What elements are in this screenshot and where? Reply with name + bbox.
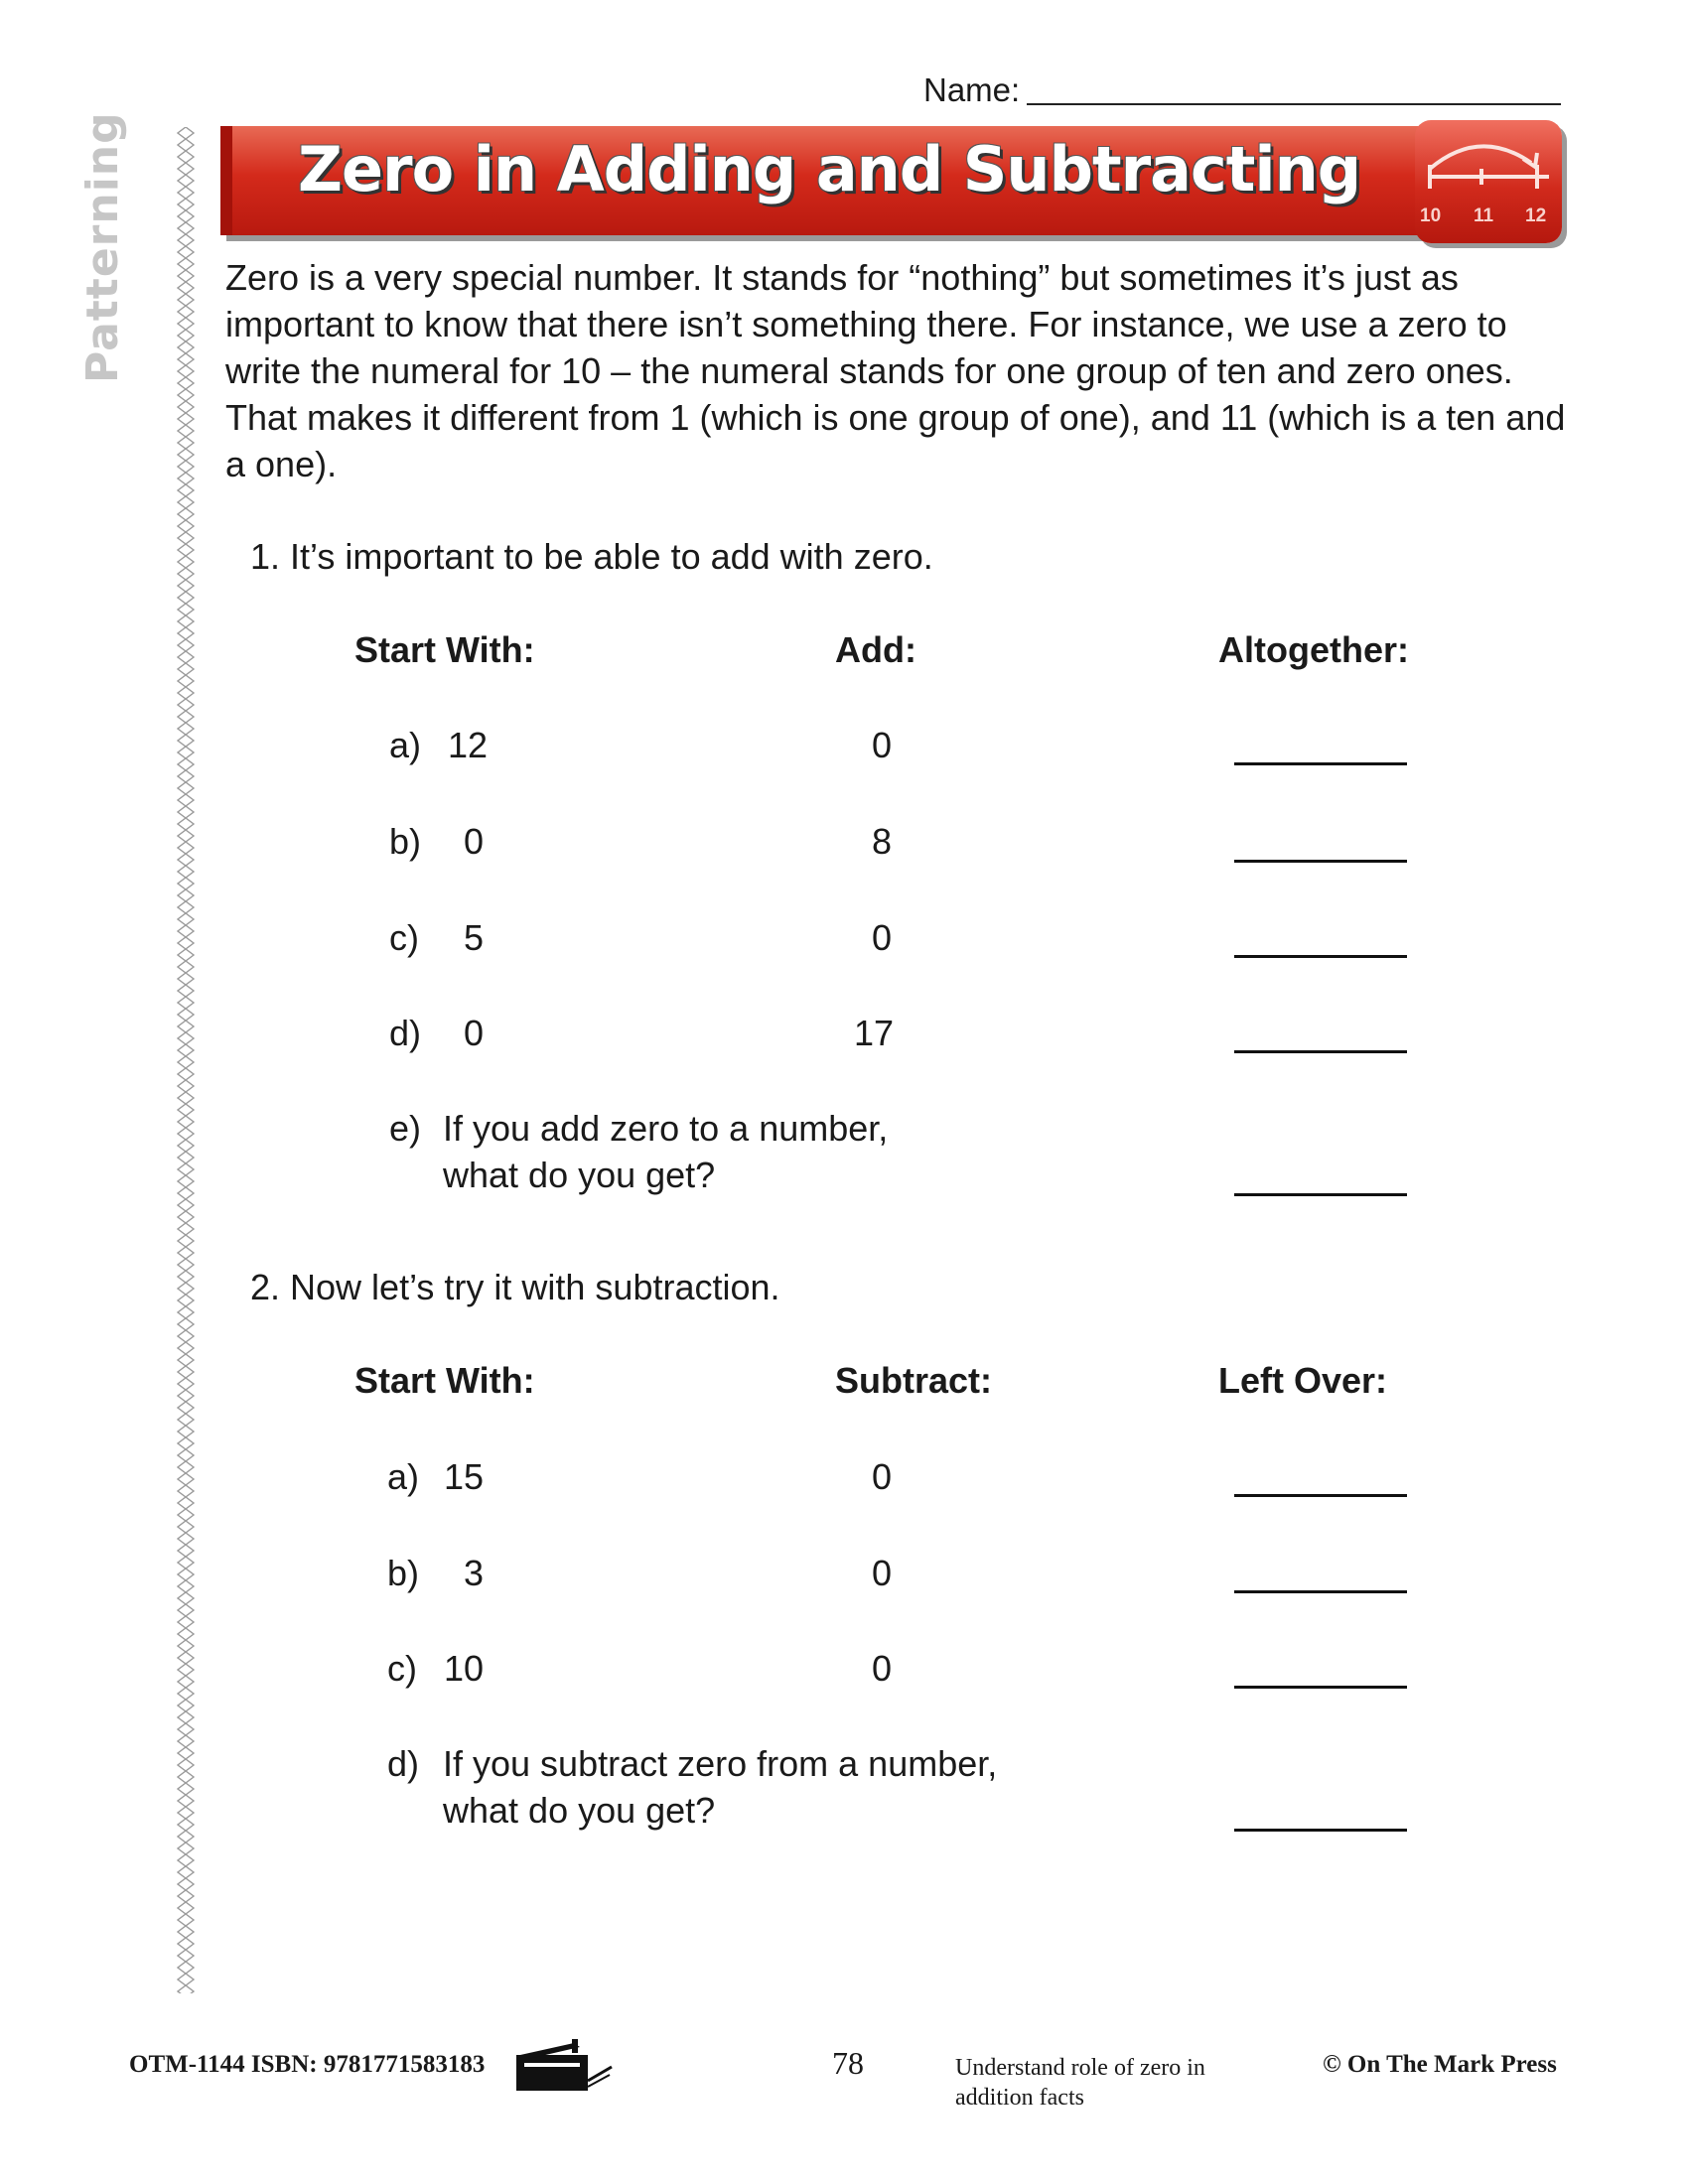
q1-row-op: 0 (871, 917, 893, 958)
q1-question-line2: what do you get? (443, 1155, 716, 1195)
footer-publisher: © On The Mark Press (1323, 2051, 1557, 2078)
page-number: 78 (832, 2045, 864, 2081)
q1-row-letter: d) (389, 1013, 422, 1053)
q2-answer-line[interactable] (1234, 1590, 1407, 1593)
q1-answer-line[interactable] (1234, 955, 1407, 958)
photocopier-icon (514, 2037, 614, 2093)
q1-header-start: Start With: (354, 629, 535, 670)
q2-row-letter: b) (387, 1553, 420, 1593)
q2-answer-line[interactable] (1234, 1686, 1407, 1689)
q2-row-start: 3 (463, 1553, 485, 1593)
q1-row-start: 0 (463, 1013, 485, 1053)
q2-row-start: 15 (443, 1456, 485, 1497)
title-banner-edge (220, 126, 232, 235)
intro-paragraph: Zero is a very special number. It stands for “nothing” but sometimes it’s just as important to know that there isn’t something there. For instance, we use a zero to write the numeral for 10 – the numeral stands for one group of ten and zero ones. That makes it different from 1 (which is one group of one), and 11 (which is a ten and a one). (225, 257, 1566, 484)
footer-description-line2: addition facts (955, 2085, 1084, 2111)
page-title: Zero in Adding and Subtracting (298, 133, 1361, 205)
q1-answer-line[interactable] (1234, 1193, 1407, 1196)
side-category-label: Patterning (77, 111, 128, 383)
footer-description (955, 2053, 1253, 2113)
question-2-title: 2. Now let’s try it with subtraction. (250, 1267, 780, 1307)
q2-row-letter: a) (387, 1456, 420, 1497)
q1-row-start: 12 (447, 725, 489, 765)
decorative-zigzag-border (177, 127, 195, 1993)
footer-description-line1: Understand role of zero in (955, 2055, 1205, 2081)
q1-row-op: 8 (871, 821, 893, 862)
q1-header-result: Altogether: (1218, 629, 1409, 670)
q2-row-start: 10 (443, 1648, 485, 1689)
q2-header-result: Left Over: (1218, 1360, 1388, 1401)
q2-row-op: 0 (871, 1553, 893, 1593)
q2-question-line1: If you subtract zero from a number, (443, 1743, 998, 1784)
q1-answer-line[interactable] (1234, 860, 1407, 863)
q1-answer-line[interactable] (1234, 1050, 1407, 1053)
q2-header-op: Subtract: (835, 1360, 993, 1401)
q2-question-line2: what do you get? (443, 1790, 716, 1831)
q2-row-op: 0 (871, 1456, 893, 1497)
name-field[interactable] (1027, 103, 1561, 105)
q1-row-letter: a) (389, 725, 422, 765)
q1-row-op: 17 (853, 1013, 895, 1053)
number-line-icon (1420, 129, 1557, 208)
q1-row-letter: b) (389, 821, 422, 862)
badge-number-11: 11 (1474, 205, 1494, 226)
q2-row-op: 0 (871, 1648, 893, 1689)
q2-answer-line[interactable] (1234, 1494, 1407, 1497)
q1-row-start: 0 (463, 821, 485, 862)
q2-question-letter: d) (387, 1743, 420, 1784)
q2-row-letter: c) (387, 1648, 417, 1689)
name-label: Name: (923, 71, 1021, 108)
q1-row-letter: c) (389, 917, 419, 958)
q1-answer-line[interactable] (1234, 762, 1407, 765)
q1-header-op: Add: (835, 629, 916, 670)
q2-answer-line[interactable] (1234, 1829, 1407, 1832)
q1-row-op: 0 (871, 725, 893, 765)
badge-number-12: 12 (1525, 205, 1547, 226)
question-1-title: 1. It’s important to be able to add with zero. (250, 536, 933, 577)
q1-row-start: 5 (463, 917, 485, 958)
q1-question-line1: If you add zero to a number, (443, 1108, 889, 1149)
q1-question-letter: e) (389, 1108, 422, 1149)
footer-product-code: OTM-1144 ISBN: 9781771583183 (129, 2051, 486, 2078)
badge-number-10: 10 (1420, 205, 1442, 226)
q2-header-start: Start With: (354, 1360, 535, 1401)
